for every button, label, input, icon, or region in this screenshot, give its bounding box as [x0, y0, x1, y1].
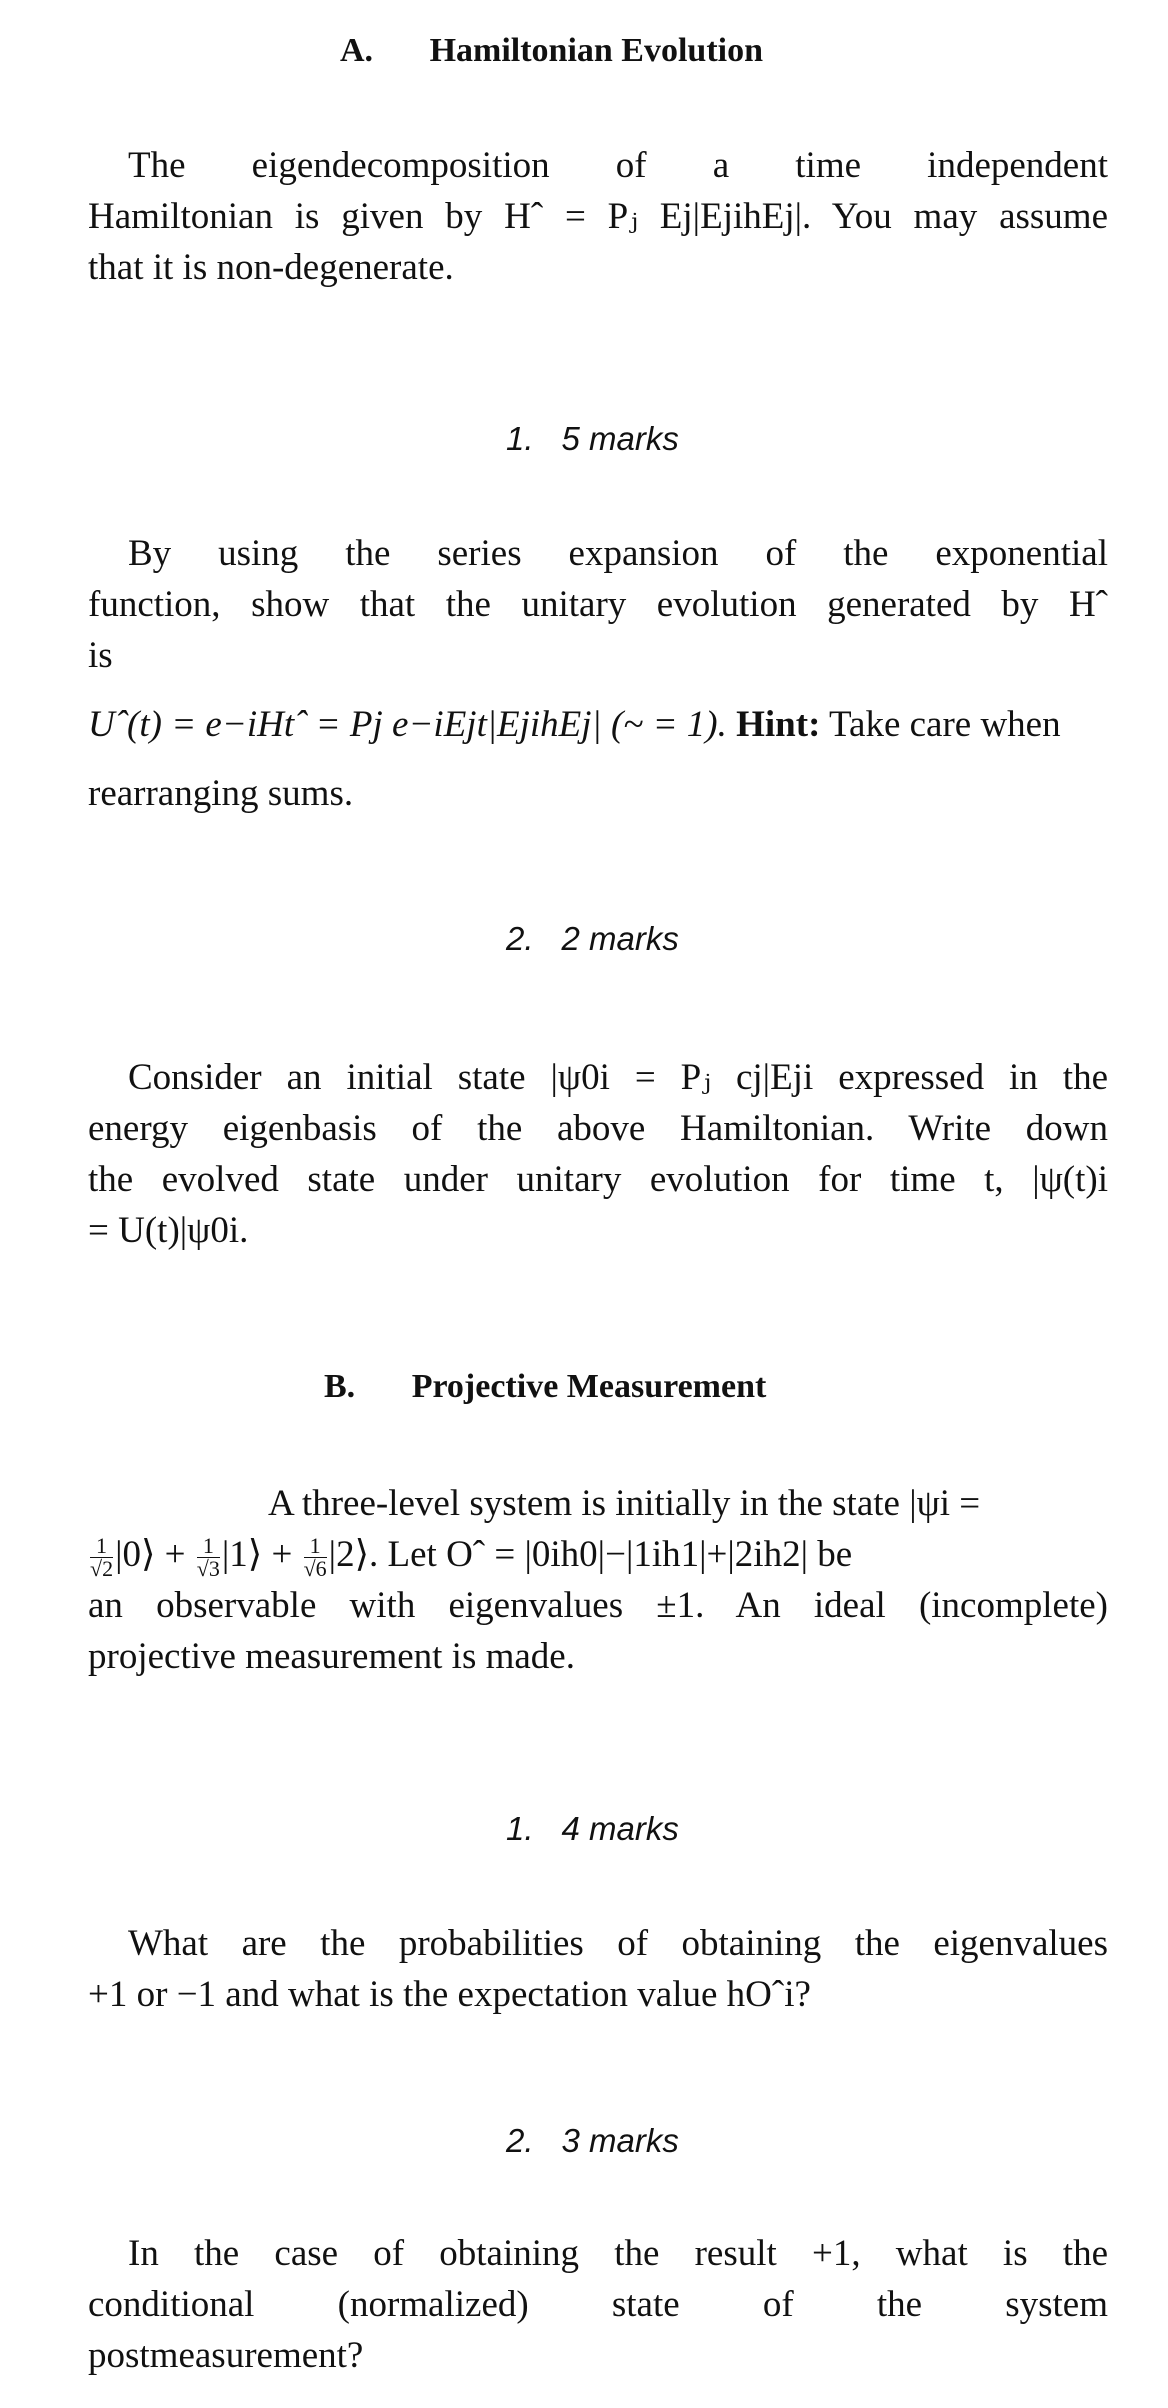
section-b-intro-line-3: an observable with eigenvalues ±1. An ideal (incomplete) — [88, 1585, 1108, 1627]
section-a-intro-line-2: Hamiltonian is given by Hˆ = Pⱼ Ej|EjihEj|. You may assume — [88, 196, 1108, 237]
section-b-title: Projective Measurement — [411, 1368, 767, 1405]
question-a1-line-5: rearranging sums. — [88, 773, 354, 814]
question-a1-text — [88, 528, 1108, 819]
question-a2-line-1: Consider an initial state |ψ0i = Pⱼ cj|Eji expressed in the — [128, 1057, 1108, 1098]
fraction-one-over-root-two: $\frac{1}{√2}$ — [90, 1533, 114, 1582]
section-a-label: A. — [340, 32, 374, 69]
question-b2-line-3: postmeasurement? — [88, 2335, 364, 2376]
question-a1-line-1: By using the series expansion of the exponential — [128, 533, 1108, 574]
question-a1-line-4 — [88, 699, 1108, 750]
question-a2-marks — [506, 920, 679, 958]
marks-label: 4 marks — [561, 1810, 679, 1847]
question-b2-line-2: conditional (normalized) state of the system — [88, 2284, 1108, 2325]
question-b2-marks — [506, 2122, 679, 2160]
section-a-title: Hamiltonian Evolution — [429, 32, 764, 69]
section-b-heading — [324, 1368, 766, 1406]
question-a2-line-4: = U(t)|ψ0i. — [88, 1210, 249, 1251]
question-b1-text — [88, 1918, 1108, 2020]
question-a1-marks — [506, 420, 679, 458]
ket-two: |2⟩ — [328, 1534, 370, 1575]
fraction-one-over-root-six: $\frac{1}{√6}$ — [303, 1533, 327, 1582]
question-b1-line-2: +1 or −1 and what is the expectation value hOˆi? — [88, 1974, 811, 2015]
section-a-intro-line-1: The eigendecomposition of a time independent — [128, 145, 1108, 186]
question-b2-text — [88, 2228, 1108, 2381]
question-b1-marks — [506, 1810, 679, 1848]
section-b-intro-line-4: projective measurement is made. — [88, 1636, 575, 1678]
question-number: 2. — [506, 920, 534, 957]
question-number: 1. — [506, 1810, 534, 1847]
ket-zero: |0⟩ + — [115, 1534, 186, 1575]
hint-text: Take care when — [829, 704, 1061, 745]
section-b-label: B. — [324, 1368, 356, 1405]
question-a2-line-3: the evolved state under unitary evolution for time t, |ψ(t)i — [88, 1159, 1108, 1200]
observable-definition: . Let Oˆ = |0ih0|−|1ih1|+|2ih2| be — [369, 1534, 853, 1575]
section-a-intro-line-3: that it is non-degenerate. — [88, 247, 454, 288]
fraction-one-over-root-three: $\frac{1}{√3}$ — [196, 1533, 220, 1582]
question-number: 1. — [506, 420, 534, 457]
section-b-intro-line-1: A three-level system is initially in the state |ψi = — [268, 1483, 981, 1524]
section-b-intro-line-2 — [88, 1529, 1108, 1580]
section-a-heading — [340, 32, 763, 70]
hint-label: Hint: — [736, 704, 821, 745]
question-a2-line-2: energy eigenbasis of the above Hamiltonian. Write down — [88, 1108, 1108, 1149]
question-a1-line-2: function, show that the unitary evolution generated by Hˆ — [88, 584, 1108, 625]
question-b2-line-1: In the case of obtaining the result +1, what is the — [128, 2233, 1108, 2274]
marks-label: 2 marks — [561, 920, 679, 957]
marks-label: 3 marks — [561, 2122, 679, 2159]
section-a-intro — [88, 140, 1108, 293]
ket-one: |1⟩ + — [221, 1534, 293, 1575]
marks-label: 5 marks — [561, 420, 679, 457]
question-b1-line-1: What are the probabilities of obtaining the eigenvalues — [128, 1923, 1108, 1964]
section-b-intro — [88, 1478, 1108, 1682]
question-a1-line-3: is — [88, 635, 113, 676]
unitary-equation: Uˆ(t) = e−iHtˆ = Pj e−iEjt|EjihEj| (~ = 1). — [88, 704, 727, 745]
question-a2-text — [88, 1052, 1108, 1256]
question-number: 2. — [506, 2122, 534, 2159]
